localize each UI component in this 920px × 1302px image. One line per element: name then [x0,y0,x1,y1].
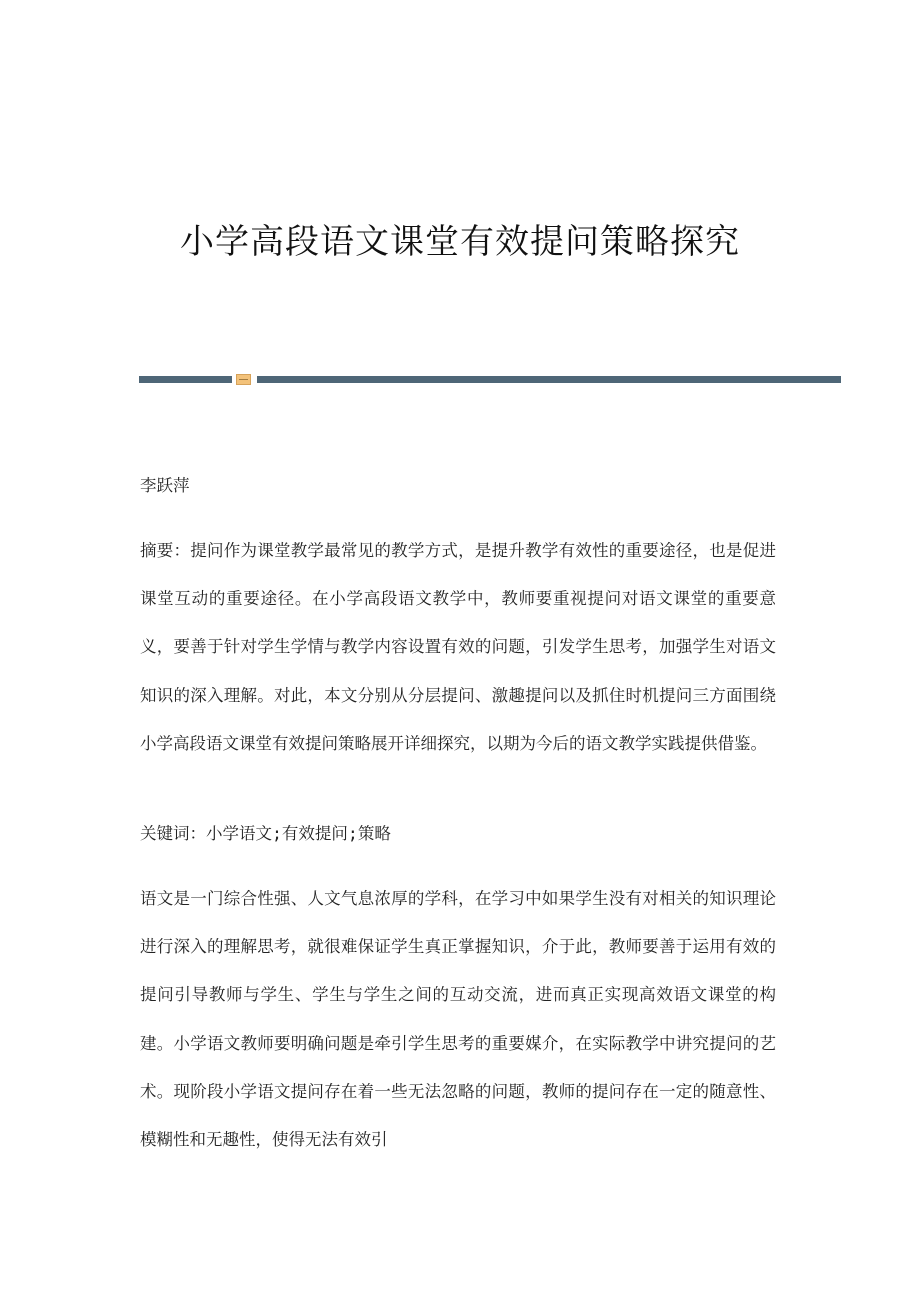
title-divider-left [139,376,232,383]
title-divider-right [257,376,841,383]
document-icon [236,374,251,385]
abstract-paragraph: 摘要：提问作为课堂教学最常见的教学方式，是提升教学有效性的重要途径，也是促进课堂互动的重要途径。在小学高段语文教学中，教师要重视提问对语文课堂的重要意义，要善于针对学生学情与教学内容设置有效的问题，引发学生思考，加强学生对语文知识的深入理解。对此，本文分别从分层提问、激趣提问以及抓住时机提问三方面围绕小学高段语文课堂有效提问策略展开详细探究，以期为今后的语文教学实践提供借鉴。 [140,541,776,753]
body-paragraph: 语文是一门综合性强、人文气息浓厚的学科，在学习中如果学生没有对相关的知识理论进行深入的理解思考，就很难保证学生真正掌握知识，介于此，教师要善于运用有效的提问引导教师与学生、学生与学生之间的互动交流，进而真正实现高效语文课堂的构建。小学语文教师要明确问题是牵引学生思考的重要媒介，在实际教学中讲究提问的艺术。现阶段小学语文提问存在着一些无法忽略的问题，教师的提问存在一定的随意性、模糊性和无趣性，使得无法有效引 [140,889,776,1150]
document-title: 小学高段语文课堂有效提问策略探究 [180,222,740,262]
author-name: 李跃萍 [140,476,190,495]
keywords-line: 关键词：小学语文;有效提问;策略 [140,824,391,843]
